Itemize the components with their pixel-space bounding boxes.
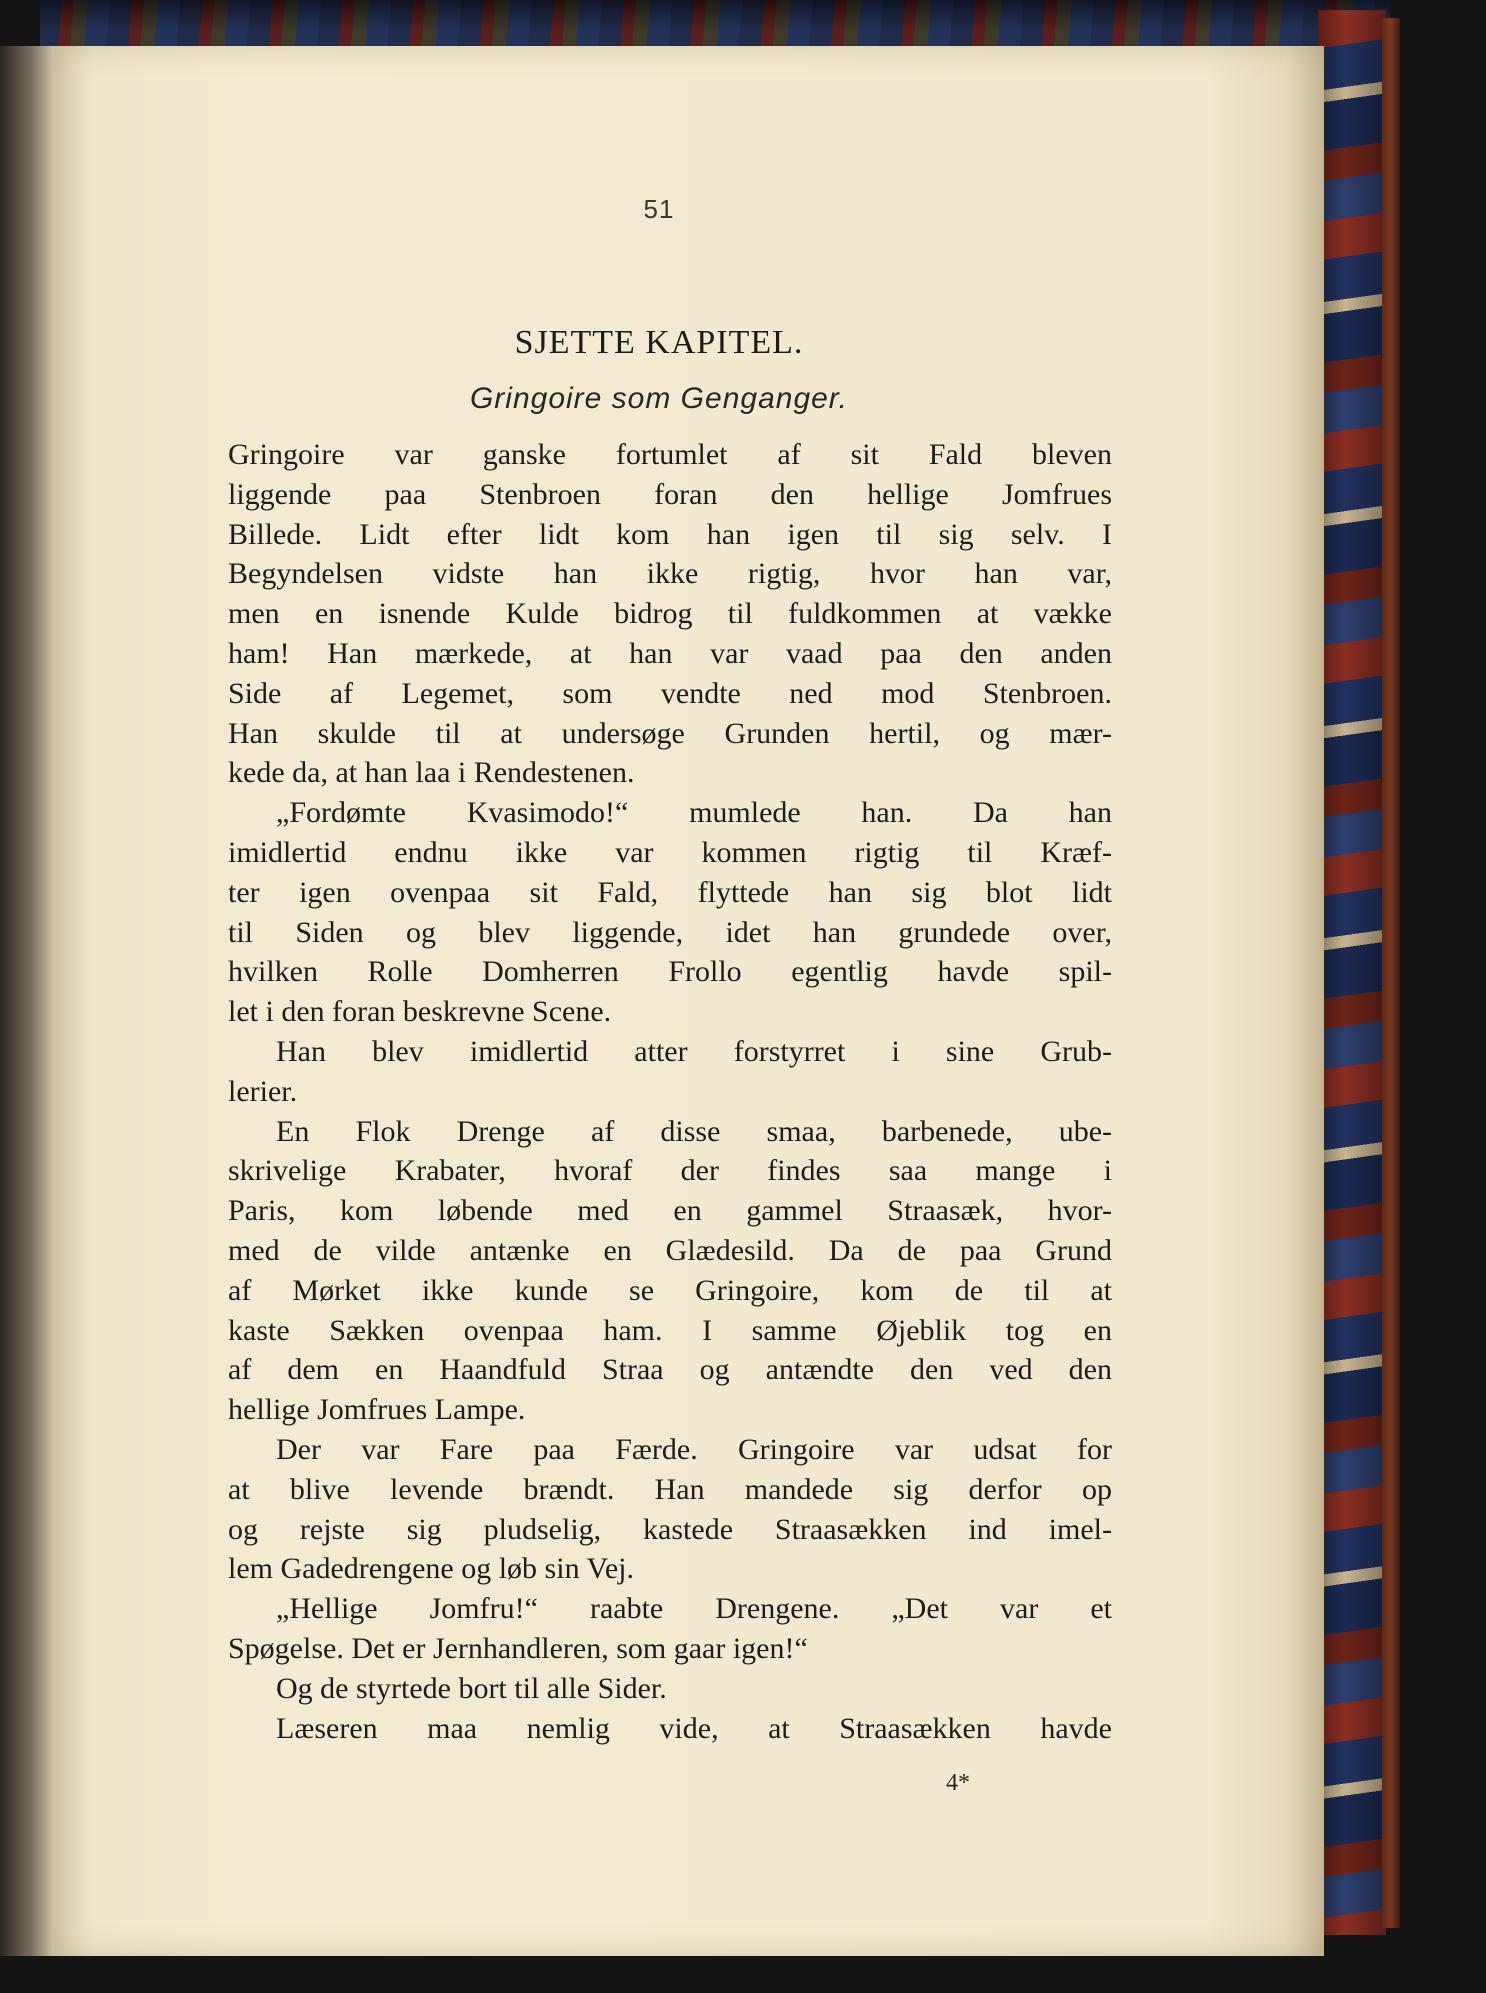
text-line: til Siden og blev liggende, idet han grundede over,: [228, 915, 1112, 949]
text-line: Begyndelsen vidste han ikke rigtig, hvor han var,: [228, 557, 1112, 591]
text-line: lem Gadedrengene og løb sin Vej.: [228, 1552, 635, 1586]
text-line: let i den foran beskrevne Scene.: [228, 995, 612, 1029]
text-line: Paris, kom løbende med en gammel Straasæk, hvor-: [228, 1194, 1112, 1228]
text-line: at blive levende brændt. Han mandede sig derfor op: [228, 1472, 1112, 1506]
text-line: liggende paa Stenbroen foran den hellige Jomfrues: [228, 477, 1112, 511]
page-number: 51: [643, 194, 675, 224]
page-gutter: [0, 46, 54, 1956]
text-line: imidlertid endnu ikke var kommen rigtig til Kræf-: [228, 835, 1112, 869]
text-line: Læseren maa nemlig vide, at Straasækken havde: [276, 1711, 1112, 1745]
text-line: men en isnende Kulde bidrog til fuldkommen at vække: [228, 597, 1112, 631]
text-line: En Flok Drenge af disse smaa, barbenede, ube-: [276, 1114, 1112, 1148]
signature-mark: 4*: [946, 1770, 970, 1796]
text-line: skrivelige Krabater, hvoraf der findes saa mange i: [228, 1154, 1112, 1188]
leather-spine-edge: [1382, 18, 1400, 1928]
text-line: ter igen ovenpaa sit Fald, flyttede han sig blot lidt: [228, 875, 1112, 909]
text-line: lerier.: [228, 1074, 298, 1108]
text-line: „Hellige Jomfru!“ raabte Drengene. „Det var et: [276, 1592, 1112, 1626]
text-line: Han skulde til at undersøge Grunden hertil, og mær-: [228, 716, 1112, 750]
marbled-binding: [1318, 10, 1386, 1935]
text-line: Gringoire var ganske fortumlet af sit Fald bleven: [228, 438, 1112, 471]
text-line: Billede. Lidt efter lidt kom han igen til sig selv. I: [228, 517, 1112, 551]
marbled-top-edge: [40, 0, 1390, 52]
text-line: Der var Fare paa Færde. Gringoire var udsat for: [276, 1432, 1112, 1466]
text-line: kaste Sækken ovenpaa ham. I samme Øjeblik tog en: [228, 1313, 1112, 1347]
book-page: [54, 46, 1324, 1956]
text-line: Side af Legemet, som vendte ned mod Stenbroen.: [228, 676, 1112, 710]
text-line: med de vilde antænke en Glædesild. Da de paa Grund: [228, 1233, 1112, 1267]
text-line: Og de styrtede bort til alle Sider.: [276, 1671, 667, 1705]
text-line: Han blev imidlertid atter forstyrret i sine Grub-: [276, 1034, 1112, 1068]
text-line: og rejste sig pludselig, kastede Straasækken ind imel-: [228, 1512, 1112, 1546]
chapter-subtitle: Gringoire som Genganger.: [469, 382, 849, 415]
text-line: Spøgelse. Det er Jernhandleren, som gaar igen!“: [228, 1631, 808, 1665]
text-line: af dem en Haandfuld Straa og antændte den ved den: [228, 1353, 1112, 1387]
chapter-title: SJETTE KAPITEL.: [514, 324, 804, 361]
text-line: hvilken Rolle Domherren Frollo egentlig havde spil-: [228, 955, 1112, 989]
text-line: ham! Han mærkede, at han var vaad paa den anden: [228, 636, 1112, 670]
body-text: [228, 435, 1112, 1748]
text-line: hellige Jomfrues Lampe.: [228, 1393, 526, 1427]
text-line: kede da, at han laa i Rendestenen.: [228, 756, 635, 790]
text-line: „Fordømte Kvasimodo!“ mumlede han. Da han: [276, 796, 1112, 830]
text-line: af Mørket ikke kunde se Gringoire, kom de til at: [228, 1273, 1112, 1307]
